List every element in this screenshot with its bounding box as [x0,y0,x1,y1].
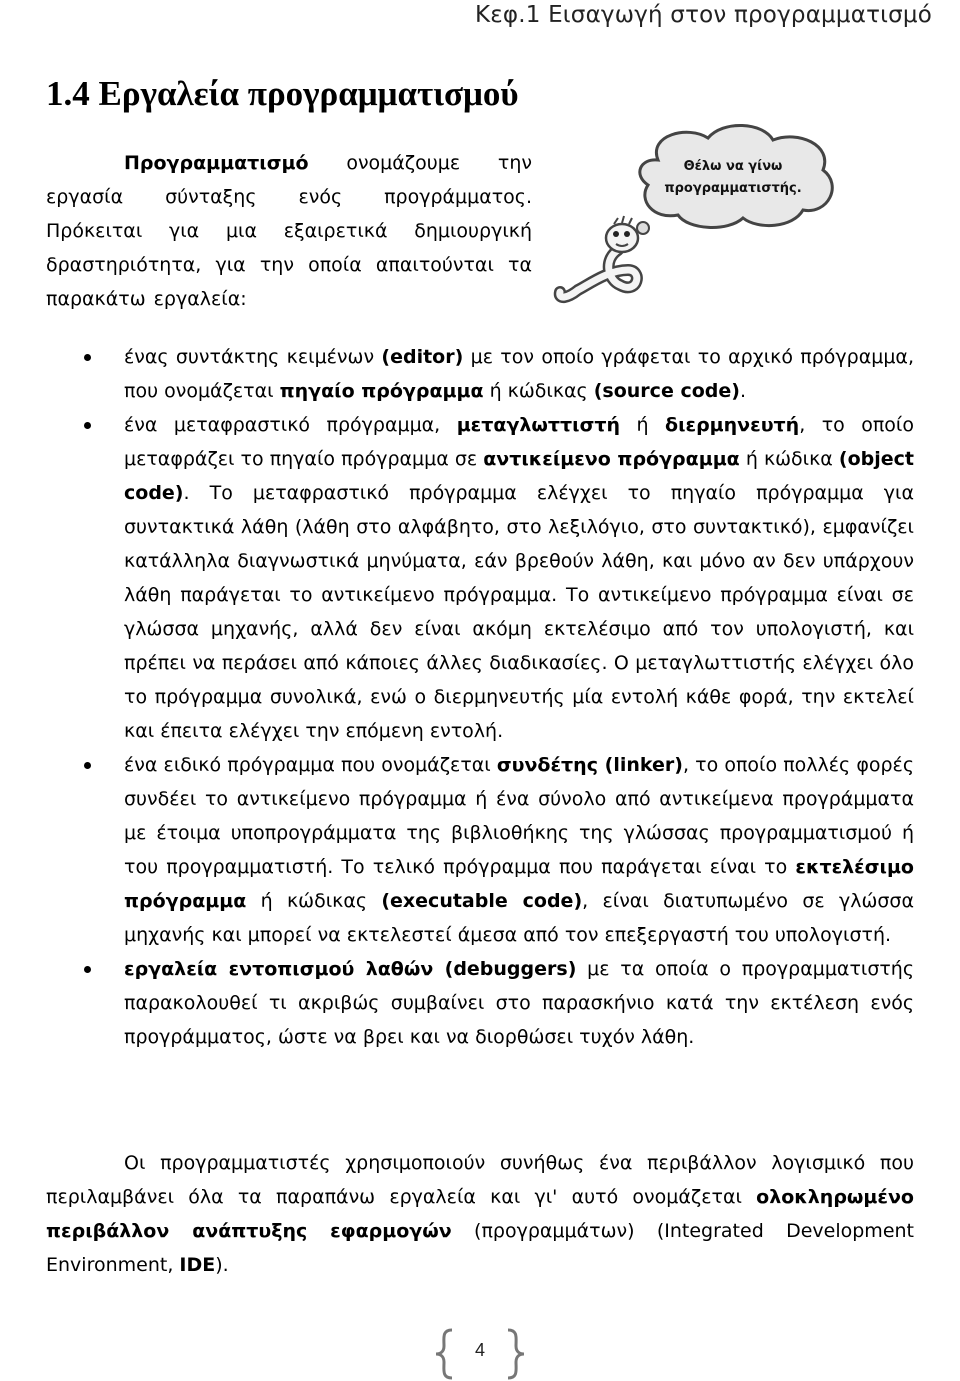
intro-term: Προγραμματισμό [124,152,309,174]
section-title: 1.4 Εργαλεία προγραμματισμού [46,74,519,113]
term: (source code) [593,380,740,402]
page-number: 4 [474,1340,485,1360]
text: . [739,380,746,402]
list-item [46,748,914,952]
text: ένα ειδικό πρόγραμμα που ονομάζεται [124,754,497,776]
term: πηγαίο πρόγραμμα [279,380,484,402]
list-item [46,952,914,1054]
bullet-icon [84,354,91,361]
term: ολοκληρωμένο περιβάλλον ανάπτυξης εφαρμογών [46,1186,914,1242]
term: (executable code) [381,890,583,912]
term: εργαλεία εντοπισμού λαθών [124,958,434,980]
text: (προγραμμάτων) (Integrated Development Environment, [46,1220,914,1276]
closing-paragraph [46,1146,914,1282]
term: αντικείμενο πρόγραμμα [483,448,740,470]
text: . Το μεταφραστικό πρόγραμμα ελέγχει το πηγαίο πρόγραμμα για συντακτικά λάθη (λάθη στο αλφάβητο, στο λεξιλόγιο, στο συντακτικό), εμφανίζει κατάλληλα διαγνωστικά μηνύματα, εάν βρεθούν λάθη, και μόνο αν δεν υπάρχουν λάθη παράγεται το αντικείμενο πρόγραμμα. Το αντικείμενο πρόγραμμα είναι σε γλώσσα μηχανής, αλλά δεν είναι ακόμη εκτελέσιμο από τον υπολογιστή, και πρέπει να περάσει από κάποιες άλλες διαδικασίες. Ο μεταγλωττιστής ελέγχει όλο το πρόγραμμα συνολικά, ενώ ο διερμηνευτής μία εντολή κάθε φορά, την εκτελεί και έπειτα ελέγχει την επόμενη εντολή. [124,482,914,742]
text: ή [620,414,666,436]
term: συνδέτης [496,754,598,776]
chapter-header: Κεφ.1 Εισαγωγή στον προγραμματισμό [474,2,932,28]
cartoon-illustration [548,120,848,320]
text: με τον οποίο γράφεται το αρχικό πρόγραμμα, που ονομάζεται [124,346,914,402]
bubble-line-2: προγραμματιστής. [664,181,802,196]
bullet-icon [84,422,91,429]
intro-paragraph [46,146,532,316]
tools-list [46,340,914,1054]
bubble-line-1: Θέλω να γίνω [683,159,783,174]
list-item [46,408,914,748]
text: ή κώδικα [739,448,839,470]
text: Οι προγραμματιστές χρησιμοποιούν συνήθως ένα περιβάλλον λογισμικό που περιλαμβάνει όλα τα παραπάνω εργαλεία και γι' αυτό ονομάζεται [46,1152,914,1208]
intro-text [46,146,532,316]
text: ένα μεταφραστικό πρόγραμμα, [124,414,457,436]
text: , το οποίο μεταφράζει το πηγαίο πρόγραμμα σε [124,414,914,470]
term: (debuggers) [433,958,577,980]
text: ή κώδικας [246,890,382,912]
term: (editor) [381,346,464,368]
text: , είναι διατυπωμένο σε γλώσσα μηχανής και μπορεί να εκτελεστεί άμεσα από τον επεξεργαστή του υπολογιστή. [124,890,914,946]
term: IDE [179,1254,216,1276]
text: , το οποίο πολλές φορές συνδέει το αντικείμενο πρόγραμμα ή ένα σύνολο από αντικείμενα προγράμματα με έτοιμα υποπρογράμματα της βιβλιοθήκης της γλώσσας προγραμματισμού ή του προγραμματιστή. Το τελικό πρόγραμμα που παράγεται είναι το [124,754,914,878]
intro-rest: ονομάζουμε την εργασία σύνταξης ενός προγράμματος. Πρόκειται για μια εξαιρετικά δημιουργική δραστηριότητα, για την οποία απαιτούνται τα παρακάτω εργαλεία: [46,152,532,310]
term: εκτελέσιμο πρόγραμμα [124,856,914,912]
text: ). [215,1254,229,1276]
list-item [46,340,914,408]
snake-cartoon [548,120,848,320]
term: (linker) [597,754,683,776]
term: διερμηνευτή [665,414,800,436]
term: (object code) [124,448,914,504]
bullet-icon [84,966,91,973]
text: ή κώδικας [483,380,594,402]
bullet-icon [84,762,91,769]
text: ένας συντάκτης κειμένων [124,346,382,368]
text: με τα οποία ο προγραμματιστής παρακολουθεί τι ακριβώς συμβαίνει στο παρασκήνιο κατά την εκτέλεση ενός προγράμματος, ώστε να βρει και να διορθώσει τυχόν λάθη. [124,958,914,1048]
term: μεταγλωττιστή [456,414,621,436]
